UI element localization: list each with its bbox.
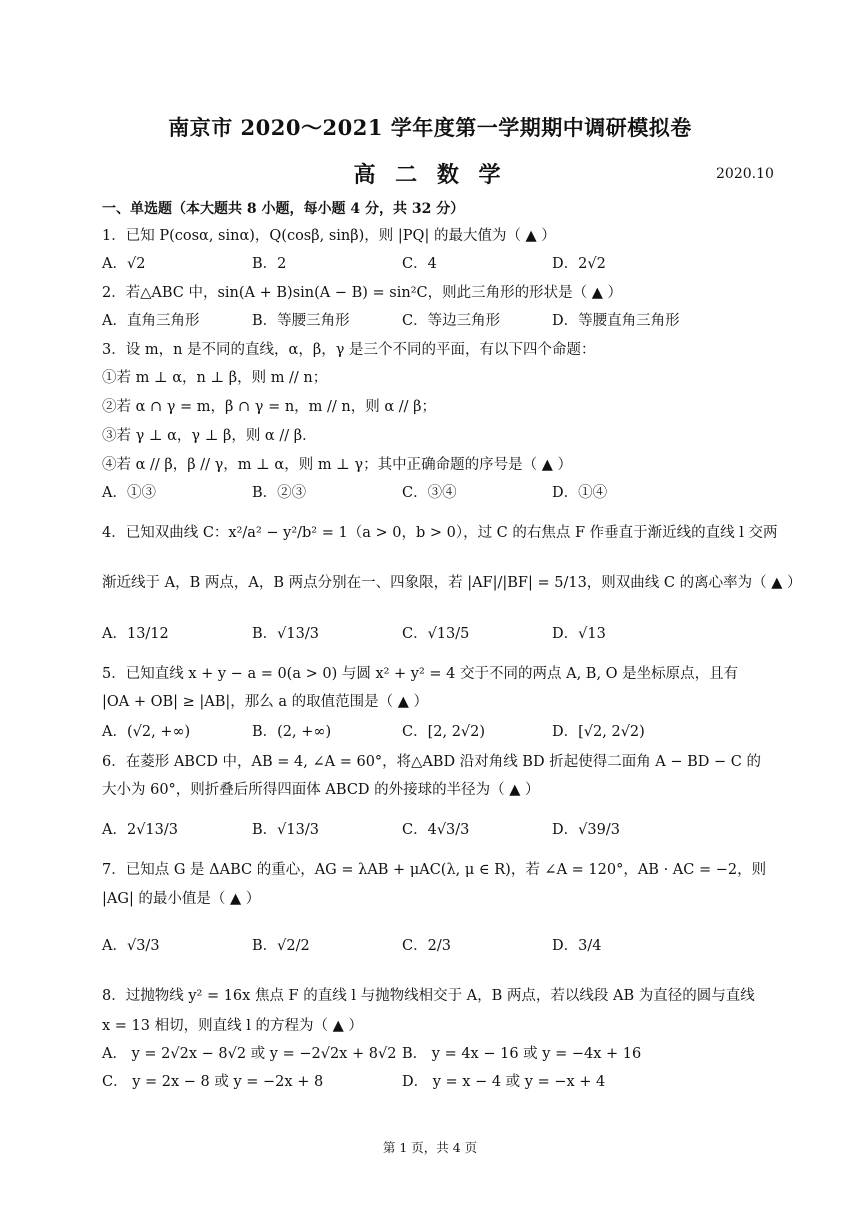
q3-statement-2: ②若 α ∩ γ = m，β ∩ γ = n，m // n，则 α // β；: [102, 399, 437, 415]
q4-option-d: D．√13: [552, 626, 606, 642]
question-5-stem-line2: |OA + OB| ≥ |AB|，那么 a 的取值范围是（ ▲ ）: [102, 694, 429, 710]
q7-option-b: B．√2/2: [252, 938, 310, 954]
q5-option-c: C．[2, 2√2): [402, 724, 486, 740]
q6-option-a: A．2√13/3: [102, 822, 178, 838]
q2-option-a: A．直角三角形: [102, 313, 200, 329]
question-4-stem-line1: 4．已知双曲线 C：x²/a² − y²/b² = 1（a > 0，b > 0），过 C 的右焦点 F 作垂直于渐近线的直线 l 交两: [102, 525, 778, 541]
question-8-stem-line1: 8．过抛物线 y² = 16x 焦点 F 的直线 l 与抛物线相交于 A，B 两点，若以线段 AB 为直径的圆与直线: [102, 988, 755, 1004]
q7-option-a: A．√3/3: [102, 938, 160, 954]
question-6-stem-line2: 大小为 60°，则折叠后所得四面体 ABCD 的外接球的半径为（ ▲ ）: [102, 782, 540, 798]
question-7-stem-line1: 7．已知点 G 是 ΔABC 的重心，AG = λAB + μAC(λ, μ ∈ R)，若 ∠A = 120°，AB · AC = −2，则: [102, 862, 767, 878]
q1-option-d: D．2√2: [552, 256, 606, 272]
q4-option-b: B．√13/3: [252, 626, 319, 642]
q7-option-d: D．3/4: [552, 938, 602, 954]
q2-option-b: B．等腰三角形: [252, 313, 350, 329]
q2-option-d: D．等腰直角三角形: [552, 313, 680, 329]
q8-option-b: B． y = 4x − 16 或 y = −4x + 16: [402, 1046, 642, 1062]
q7-option-c: C．2/3: [402, 938, 451, 954]
q3-option-c: C．③④: [402, 485, 457, 501]
exam-date: 2020.10: [716, 166, 774, 182]
question-7-stem-line2: |AG| 的最小值是（ ▲ ）: [102, 891, 261, 907]
q5-option-b: B．(2, +∞): [252, 724, 332, 740]
q6-option-b: B．√13/3: [252, 822, 319, 838]
q5-option-a: A．(√2, +∞): [102, 724, 191, 740]
question-5-stem-line1: 5．已知直线 x + y − a = 0(a > 0) 与圆 x² + y² = 4 交于不同的两点 A, B, O 是坐标原点，且有: [102, 666, 739, 682]
question-4-stem-line2: 渐近线于 A，B 两点，A，B 两点分别在一、四象限，若 |AF|/|BF| = 5/13，则双曲线 C 的离心率为（ ▲ ）: [102, 575, 802, 591]
q3-statement-1: ①若 m ⊥ α，n ⊥ β，则 m // n；: [102, 370, 328, 386]
section-heading: 一、单选题（本大题共 8 小题，每小题 4 分，共 32 分）: [102, 201, 465, 217]
q1-option-c: C．4: [402, 256, 437, 272]
q4-option-c: C．√13/5: [402, 626, 470, 642]
page-footer: 第 1 页，共 4 页: [382, 1140, 478, 1155]
q3-option-a: A．①③: [102, 485, 156, 501]
q1-option-b: B．2: [252, 256, 287, 272]
q3-option-d: D．①④: [552, 485, 608, 501]
question-6-stem-line1: 6．在菱形 ABCD 中，AB = 4, ∠A = 60°，将△ABD 沿对角线 BD 折起使得二面角 A − BD − C 的: [102, 754, 761, 770]
q8-option-d: D． y = x − 4 或 y = −x + 4: [402, 1074, 606, 1090]
q6-option-c: C．4√3/3: [402, 822, 470, 838]
q1-option-a: A．√2: [102, 256, 146, 272]
q3-statement-3: ③若 γ ⊥ α，γ ⊥ β，则 α // β．: [102, 428, 317, 444]
q2-option-c: C．等边三角形: [402, 313, 501, 329]
question-3-stem: 3．设 m，n 是不同的直线，α，β，γ 是三个不同的平面，有以下四个命题：: [102, 342, 596, 358]
subject-heading: 高 二 数 学: [353, 162, 507, 188]
q3-option-b: B．②③: [252, 485, 307, 501]
q6-option-d: D．√39/3: [552, 822, 620, 838]
q3-statement-4: ④若 α // β，β // γ，m ⊥ α，则 m ⊥ γ；其中正确命题的序号是（ ▲ ）: [102, 457, 572, 473]
question-8-stem-line2: x = 13 相切，则直线 l 的方程为（ ▲ ）: [102, 1018, 363, 1034]
q8-option-c: C． y = 2x − 8 或 y = −2x + 8: [102, 1074, 324, 1090]
q8-option-a: A． y = 2√2x − 8√2 或 y = −2√2x + 8√2: [102, 1046, 397, 1062]
exam-title: 南京市 2020～2021 学年度第一学期期中调研模拟卷: [168, 115, 692, 140]
question-2-stem: 2．若△ABC 中，sin(A + B)sin(A − B) = sin²C，则此三角形的形状是（ ▲ ）: [102, 285, 622, 301]
q5-option-d: D．[√2, 2√2): [552, 724, 645, 740]
question-1-stem: 1．已知 P(cosα, sinα)，Q(cosβ, sinβ)，则 |PQ| 的最大值为（ ▲ ）: [102, 228, 556, 244]
q4-option-a: A．13/12: [102, 626, 169, 642]
